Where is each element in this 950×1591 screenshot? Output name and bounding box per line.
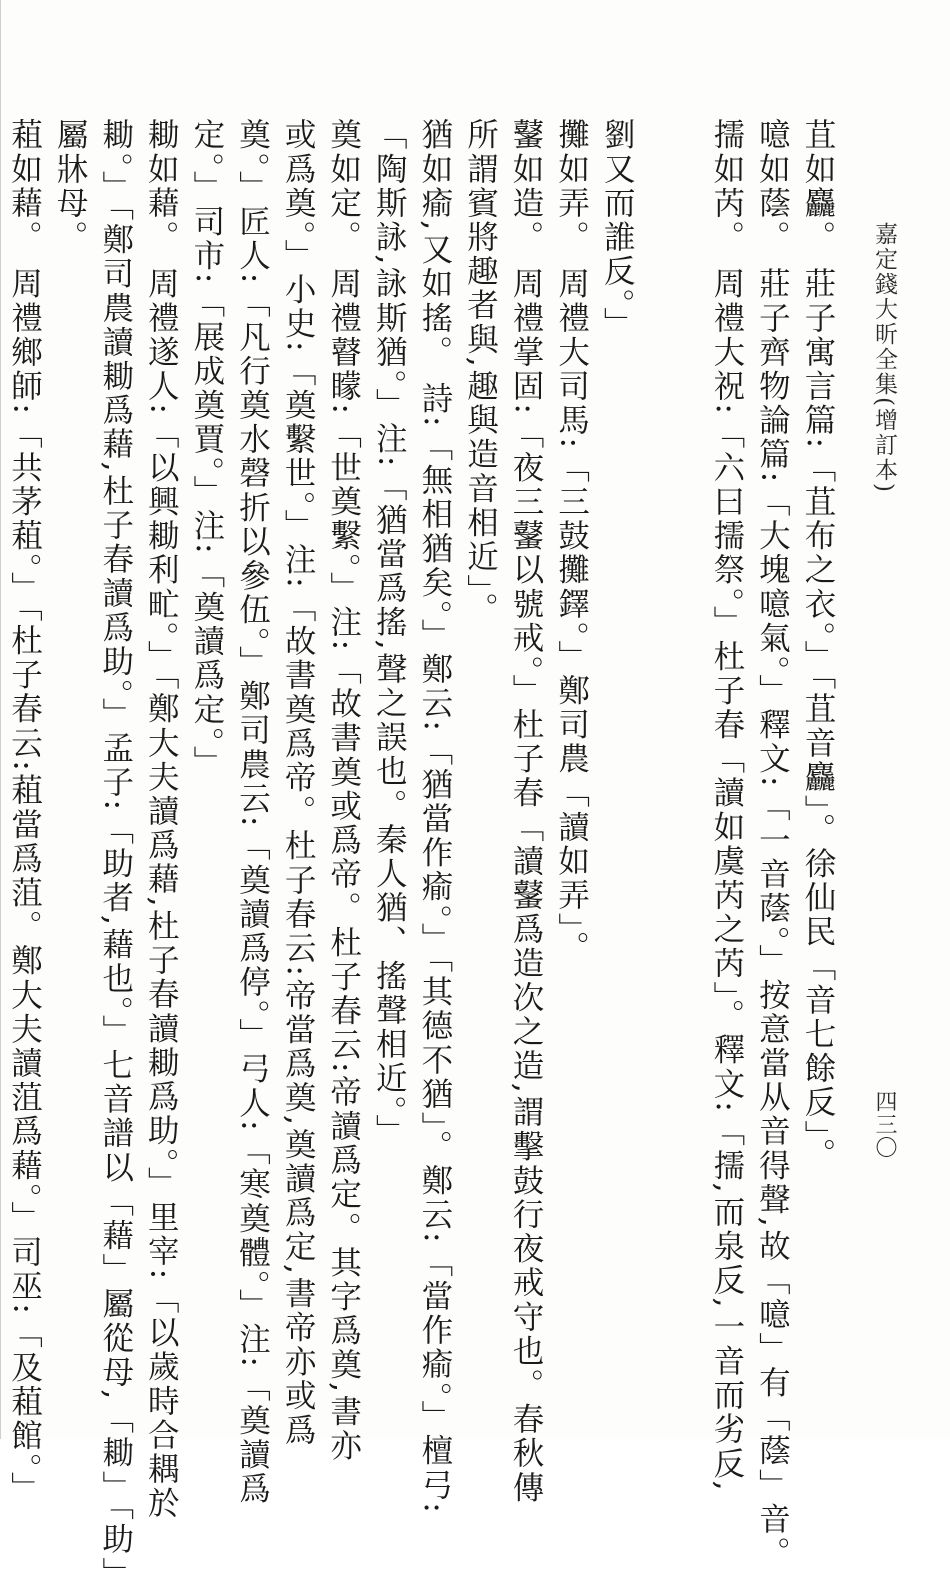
text-column: 或爲奠。」小史:「奠繫世。」注:「故書奠爲帝。杜子春云:帝當爲奠,奠讀爲定,書帝亦或爲 bbox=[280, 118, 317, 1448]
text-column: 猶如瘉,又如搖。 詩:「無相猶矣。」鄭云:「猶當作瘉。」「其德不猶」。鄭云:「當作瘉。」檀弓: bbox=[416, 118, 453, 1516]
text-column: 劉又而誰反。」 bbox=[599, 118, 636, 341]
text-column: 奠如定。 周禮瞽矇:「世奠繫。」注:「故書奠或爲帝。杜子春云:帝讀爲定。其字爲奠,書亦 bbox=[325, 118, 362, 1463]
text-column: 屬牀母。 bbox=[52, 118, 89, 255]
text-column: 「陶斯詠,詠斯猶。」注:「猶當爲搖,聲之誤也。秦人猶、搖聲相近。」 bbox=[371, 118, 408, 1148]
text-column: 鼜如造。 周禮掌固:「夜三鼜以號戒。」杜子春「讀鼜爲造次之造,謂擊鼓行夜戒守也。春秋傳 bbox=[508, 118, 545, 1505]
text-column: 奠。」匠人:「凡行奠水磬折以參伍。」鄭司農云:「奠讀爲停。」弓人:「寒奠體。」注:「奠讀爲 bbox=[234, 118, 271, 1506]
text-column: 苴如麤。 莊子寓言篇:「苴布之衣。」「苴音麤」。徐仙民「音七餘反」。 bbox=[800, 118, 836, 1173]
text-column: 耡。」「鄭司農讀耡爲藉,杜子春讀爲助。」孟子:「助者,藉也。」七音譜以「藉」屬從母,「耡」「助」 bbox=[97, 118, 134, 1591]
text-column: 定。」司市:「展成奠賈。」注:「奠讀爲定。」 bbox=[188, 118, 225, 780]
text-column: 所謂賓將趣者與,趣與造音相近」。 bbox=[462, 118, 499, 627]
text-body bbox=[6, 118, 840, 1591]
running-head: 嘉定錢大昕全集(增訂本) bbox=[871, 222, 897, 494]
page-number: 四三〇 bbox=[872, 1090, 897, 1159]
text-column: 耡如藉。 周禮遂人:「以興耡利甿。」「鄭大夫讀爲藉,杜子春讀耡爲助。」里宰:「以歲時合耦於 bbox=[143, 118, 180, 1521]
text-column: 攤如弄。 周禮大司馬:「三鼓攤鐸。」鄭司農「讀如弄」。 bbox=[553, 118, 590, 965]
text-column: 蒩如藉。 周禮鄉師:「共茅蒩。」「杜子春云:蒩當爲菹。鄭大夫讀菹爲藉。」司巫:「及蒩館。」 bbox=[6, 118, 43, 1506]
text-column: 噫如蔭。 莊子齊物論篇:「大塊噫氣。」釋文:「一音蔭。」按意當从音得聲,故「噫」有「蔭」音。 bbox=[754, 118, 791, 1571]
text-column: 擩如芮。 周禮大祝:「六曰擩祭。」杜子春「讀如虞芮之芮」。釋文:「擩,而泉反,一音而劣反, bbox=[708, 118, 745, 1494]
